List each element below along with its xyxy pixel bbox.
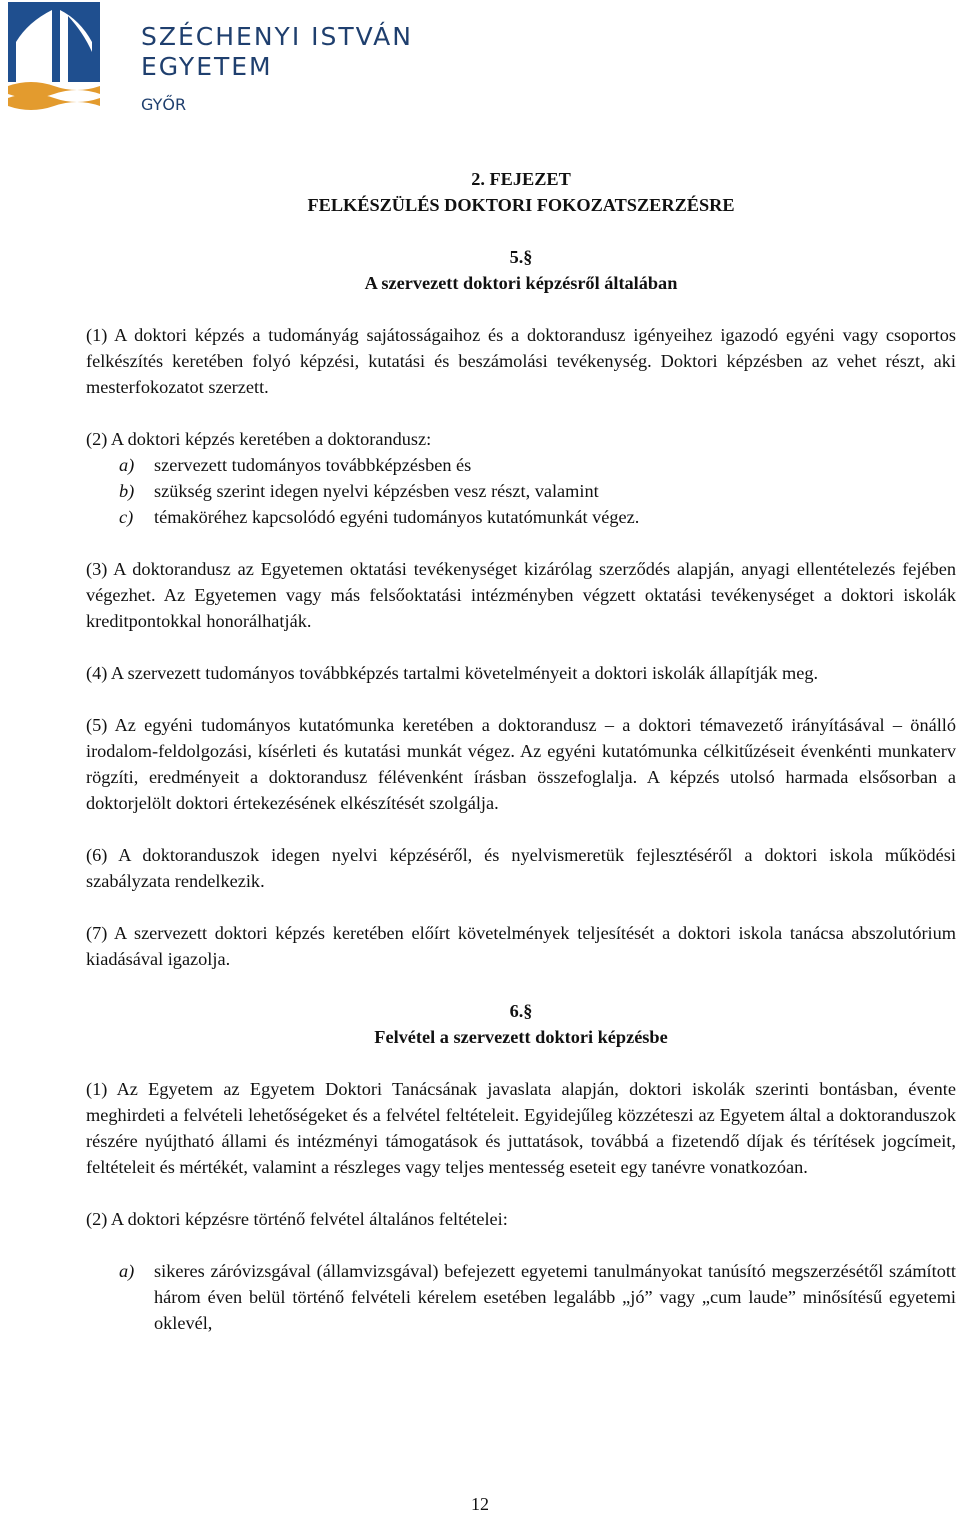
list-item: [86, 1258, 956, 1336]
page-number: 12: [471, 1494, 489, 1514]
section-5-paragraph-2: [86, 426, 956, 530]
logo-name-line2: EGYETEM: [141, 52, 273, 81]
section-5-paragraph-7: (7) A szervezett doktori képzés keretében előírt követelmények teljesítését a doktori iskola tanácsa abszolutórium kiadásával igazolja.: [86, 923, 956, 969]
list-item-text: témaköréhez kapcsolódó egyéni tudományos kutatómunkát végez.: [154, 507, 640, 527]
university-emblem-icon: [8, 2, 100, 110]
section-5-paragraph-1: (1) A doktori képzés a tudományág sajátosságaihoz és a doktorandusz igényeihez igazodó egyéni vagy csoportos felkészítés keretében folyó képzési, kutatási és beszámolási tevékenység. Doktori képzésben az vehet részt, aki mesterfokozatot szerzett.: [86, 325, 956, 397]
section-5-paragraph-6: (6) A doktoranduszok idegen nyelvi képzéséről, és nyelvismeretük fejlesztéséről a doktori iskola működési szabályzata rendelkezik.: [86, 845, 956, 891]
section-6-paragraph-2-list: [86, 1258, 956, 1336]
section-5-paragraph-5: (5) Az egyéni tudományos kutatómunka keretében a doktorandusz – a doktori témavezető irányításával – önálló irodalom-feldolgozási, kísérleti és kutatási munkát végez. Az egyéni kutatómunka célkitűzéseit évenkénti munkaterv rögzíti, eredményeit a doktorandusz félévenként írásban összefoglalja. A képzés utolsó harmada elsősorban a doktorjelölt doktori értekezésének elkészítését szolgálja.: [86, 715, 956, 813]
section-6-title: Felvétel a szervezett doktori képzésbe: [374, 1027, 668, 1047]
list-item-text: szervezett tudományos továbbképzésben és: [154, 455, 472, 475]
section-5-paragraph-4: (4) A szervezett tudományos továbbképzés tartalmi követelményeit a doktori iskolák állapítják meg.: [86, 663, 819, 683]
list-item: [86, 478, 956, 504]
list-item-text: szükség szerint idegen nyelvi képzésben vesz részt, valamint: [154, 481, 599, 501]
section-5-number: 5.§: [509, 247, 533, 267]
logo-city: GYŐR: [141, 95, 187, 114]
list-item: [86, 504, 956, 530]
list-item-marker: b): [119, 481, 135, 501]
list-item-marker: c): [119, 507, 134, 527]
list-item: [86, 452, 956, 478]
university-logo: [8, 2, 413, 114]
section-6-number: 6.§: [509, 1001, 533, 1021]
section-5-paragraph-2-intro: (2) A doktori képzés keretében a doktorandusz:: [86, 429, 432, 449]
logo-name-line1: SZÉCHENYI ISTVÁN: [141, 22, 413, 51]
section-6-paragraph-1: (1) Az Egyetem az Egyetem Doktori Tanácsának javaslata alapján, doktori iskolák szerinti bontásban, évente meghirdeti a felvételi lehetőségeket és a felvétel feltételeit. Egyidejűleg közzéteszi az Egyetem által a doktoranduszok részére nyújtható állami és intézményi támogatások és juttatások, továbbá a fizetendő díjak és térítések jogcímeit, feltételeit és mértékét, valamint a részleges vagy teljes mentesség eseteit egy tanévre vonatkozóan.: [86, 1079, 956, 1177]
document-body: [86, 166, 956, 1362]
section-5-paragraph-3: (3) A doktorandusz az Egyetemen oktatási tevékenységet kizárólag szerződés alapján, anyagi ellentételezés fejében végezhet. Az Egyetemen vagy más felsőoktatási intézményben végzett oktatási tevékenységet a doktori iskolák kreditpontokkal honorálhatják.: [86, 559, 956, 631]
section-5-title: A szervezett doktori képzésről általában: [364, 273, 678, 293]
section-5: [86, 244, 956, 972]
chapter-title: FELKÉSZÜLÉS DOKTORI FOKOZATSZERZÉSRE: [307, 195, 735, 215]
list-item-marker: a): [119, 1261, 135, 1281]
chapter-number: 2. FEJEZET: [471, 169, 571, 189]
section-6-paragraph-2-intro: (2) A doktori képzésre történő felvétel általános feltételei:: [86, 1209, 508, 1229]
list-item-marker: a): [119, 455, 135, 475]
section-6: [86, 998, 956, 1336]
list-item-text: sikeres záróvizsgával (államvizsgával) befejezett egyetemi tanulmányokat tanúsító megszerzésétől számított három éven belül történő felvételi kérelem esetében legalább „jó” vagy „cum laude” minősítésű egyetemi oklevél,: [154, 1261, 956, 1333]
